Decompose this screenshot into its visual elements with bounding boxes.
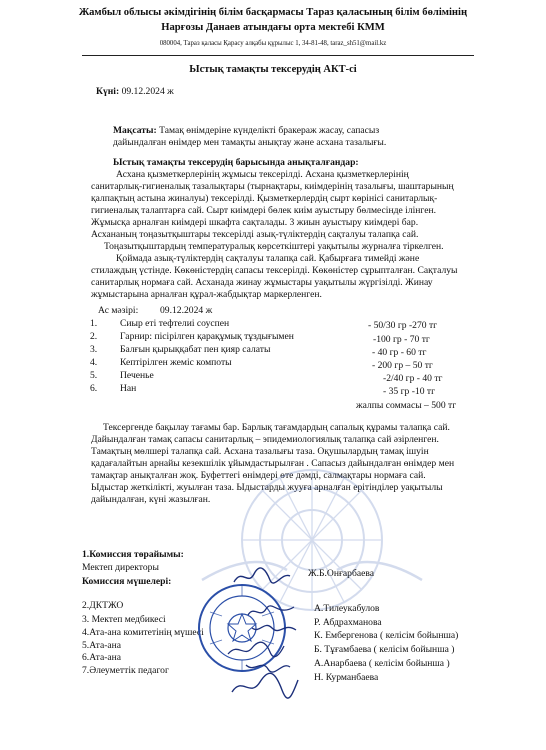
member-name: Н. Курманбаева: [314, 672, 379, 683]
purpose-text-1: Тамақ өнімдеріне күнделікті бракераж жасау, сапасыз: [159, 125, 380, 136]
member-role: 4.Ата-ана комитетінің мүшесі: [82, 627, 204, 638]
organization-name-line-2: Нарғозы Данаев атындағы орта мектебі КММ: [161, 22, 385, 33]
conclusion-line: тамақтар анықталған жоқ. Буфеттегі өнімдері өте дәмді, салмақтары нормаға сай.: [91, 470, 426, 481]
menu-item-number: 4.: [90, 357, 98, 368]
menu-item-number: 5.: [90, 370, 98, 381]
purpose-line-1: [113, 125, 379, 136]
conclusion-line: Тамақтың мөлшері талапқа сай. Асхана тазалығы таза. Оқушылардың тамақ ішуін: [91, 446, 429, 457]
conclusion-line: Дайындалған тамақ сапасы санитарлық – эпидемиологиялық талапқа сай әзірленген.: [91, 434, 439, 445]
findings-line: Қоймада азық-түліктердің сақталуы талапқа сай. Қабырғаға тимейді және: [116, 253, 420, 264]
menu-date: 09.12.2024 ж: [160, 305, 213, 316]
findings-line: санитарлық-гигиеналық тазалықтары (тырнақтары, киімдерінің тазалығы, шаштарының: [91, 181, 454, 192]
findings-line: стилаждың үстінде. Көкөністердің сапасы тексерілді. Көкөністер сұрыпталған. Сақталуы: [91, 265, 458, 276]
purpose-line-2: дайындалған өнімдер мен тамақты анықтау және асхана тазалығы.: [113, 137, 387, 148]
commission-chair-heading: 1.Комиссия төрайымы:: [82, 549, 184, 560]
member-name: К. Ембергенова ( келісім бойынша): [314, 630, 459, 641]
menu-item-name: Гарнир: пісірілген қарақұмық тұздығымен: [120, 331, 294, 342]
member-name: Б. Тұғамбаева ( келісім бойынша ): [314, 644, 455, 655]
conclusion-line: Ыдыстар жеткілікті, жуылған таза. Ыдыстарды жууға арналған ерітінділер уақытылы: [91, 482, 443, 493]
member-name: Р. Абдрахманова: [314, 617, 382, 628]
findings-line: Асхана қызметкерлерінің жұмысы тексерілді. Асхана қызметкерлерінің: [116, 169, 409, 180]
organization-name-line-1: Жамбыл облысы әкімдігінің білім басқармасы Тараз қаласының білім бөлімінің: [78, 7, 468, 18]
date-label: Күні:: [96, 86, 120, 97]
purpose-label: Мақсаты:: [113, 125, 157, 136]
conclusion-line: дайындалған, күні жазылған.: [91, 494, 211, 505]
menu-total: жалпы соммасы – 500 тг: [356, 400, 457, 411]
member-role: 7.Әлеуметтік педагог: [82, 665, 169, 676]
menu-item-price: - 200 гр – 50 тг: [372, 360, 433, 371]
menu-item-number: 6.: [90, 383, 98, 394]
chair-signature: [232, 566, 292, 588]
findings-line: Асхананың тоңазытқыштары тексерілді азық-түліктердің сақталуы талапқа сай.: [91, 229, 419, 240]
menu-item-number: 2.: [90, 331, 98, 342]
member-name: А.Анарбаева ( келісім бойынша ): [314, 658, 450, 669]
organization-address: 080004, Тараз қаласы Қарасу алқабы құрылыс 1, 34-81-48, taraz_sh51@mail.kz: [159, 40, 387, 47]
menu-item-name: Сиыр еті тефтелиі соуспен: [120, 318, 230, 329]
date-line: [96, 86, 174, 97]
menu-item-name: Балғын қырыққабат пен қияр салаты: [120, 344, 271, 355]
menu-item-name: Кептірілген жеміс компоты: [120, 357, 232, 368]
menu-item-price: - 50/30 гр -270 тг: [368, 320, 438, 331]
member-role: 3. Мектеп медбикесі: [82, 614, 166, 625]
date-value: 09.12.2024 ж: [121, 86, 174, 97]
member-signature: [230, 672, 300, 702]
document-title: Ыстық тамақты тексерудің АКТ-сі: [189, 64, 357, 75]
menu-item-name: Печенье: [120, 370, 154, 381]
member-role: 6.Ата-ана: [82, 652, 122, 663]
findings-line: жұмыстарына арналған құрал-жабдықтар маркерленген.: [91, 289, 322, 300]
conclusion-line: Тексергенде бақылау тағамы бар. Барлық тағамдардың сапалық құрамы талапқа сай.: [103, 422, 450, 433]
menu-item-price: -100 гр - 70 тг: [373, 334, 430, 345]
commission-chair-role: Мектеп директоры: [82, 562, 159, 573]
menu-item-price: - 35 гр -10 тг: [383, 386, 436, 397]
menu-item-number: 1.: [90, 318, 98, 329]
menu-label: Ас мәзірі:: [98, 305, 139, 316]
menu-item-price: -2/40 гр - 40 тг: [383, 373, 443, 384]
findings-heading: Ыстық тамақты тексерудің барысында анықталғандар:: [113, 157, 359, 168]
findings-line: гигиеналық талаптарға сай. Сырт киімдері бөлек киім ауыстыру бөлмесінде ілінген.: [91, 205, 437, 216]
conclusion-line: қадағалайтын арнайы кезекшілік ұйымдастырылған . Сапасыз дайындалған өнімдер мен: [91, 458, 455, 469]
findings-line: Тоңазытқыштардың температуралық көрсеткіштері уақытылы журналға тіркелген.: [104, 241, 444, 252]
menu-item-number: 3.: [90, 344, 98, 355]
menu-item-name: Нан: [120, 383, 137, 394]
member-role: 2.ДКТЖО: [82, 600, 124, 611]
member-name: А.Тилеукабулов: [314, 603, 380, 614]
findings-line: санитарлық нормаға сай. Асханада жинау жұмыстары уақытылы жүргізілді. Жинау: [91, 277, 433, 288]
commission-members-heading: Комиссия мүшелері:: [82, 576, 172, 587]
findings-line: қалпақтың астына жиналуы) тексерілді. Қызметкерлердің сырт көрінісі санитарлық-: [91, 193, 438, 204]
member-signature: [250, 618, 298, 636]
findings-line: Жұмысқа арналған киімдері шкафта сақталады. 3 жиын ауыстыру киімдері бар.: [91, 217, 419, 228]
commission-chair-name: Ж.Б.Онғарбаева: [308, 568, 375, 579]
member-role: 5.Ата-ана: [82, 640, 122, 651]
menu-item-price: - 40 гр - 60 тг: [372, 347, 427, 358]
header-divider: [82, 55, 474, 56]
